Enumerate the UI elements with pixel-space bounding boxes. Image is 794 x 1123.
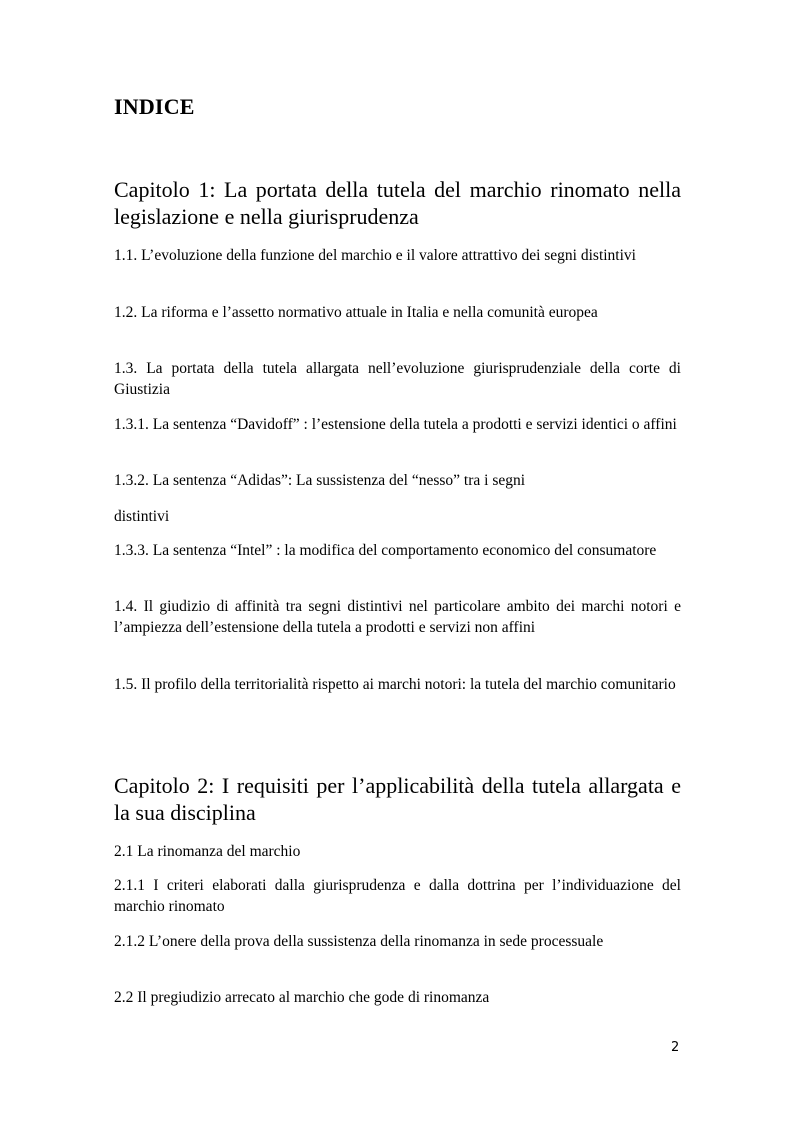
toc-entry: 1.4. Il giudizio di affinità tra segni distintivi nel particolare ambito dei marchi notori e l’ampiezza dell’estensione della tutela a prodotti e servizi non affini <box>114 598 681 636</box>
toc-entry: 1.3. La portata della tutela allargata nell’evoluzione giurisprudenziale della corte di Giustizia <box>114 360 681 398</box>
toc-entry-continuation: distintivi <box>114 508 170 525</box>
toc-entry: 2.1 La rinomanza del marchio <box>114 843 301 860</box>
toc-entry: 1.3.3. La sentenza “Intel” : la modifica del comportamento economico del consumatore <box>114 542 657 559</box>
toc-entry: 1.5. Il profilo della territorialità rispetto ai marchi notori: la tutela del marchio comunitario <box>114 676 676 693</box>
index-heading: INDICE <box>114 94 195 119</box>
page-number: 2 <box>671 1040 680 1055</box>
toc-entry: 1.3.2. La sentenza “Adidas”: La sussistenza del “nesso” tra i segni <box>114 472 526 489</box>
toc-entry: 1.2. La riforma e l’assetto normativo attuale in Italia e nella comunità europea <box>114 304 598 321</box>
chapter-2-title: Capitolo 2: I requisiti per l’applicabilità della tutela allargata e la sua disciplina <box>114 773 681 825</box>
toc-entry: 1.1. L’evoluzione della funzione del marchio e il valore attrattivo dei segni distintivi <box>114 247 636 264</box>
toc-entry: 2.2 Il pregiudizio arrecato al marchio che gode di rinomanza <box>114 989 490 1006</box>
toc-entry: 2.1.2 L’onere della prova della sussistenza della rinomanza in sede processuale <box>114 933 604 950</box>
toc-entry: 1.3.1. La sentenza “Davidoff” : l’estensione della tutela a prodotti e servizi identici o affini <box>114 416 677 433</box>
chapter-1-title: Capitolo 1: La portata della tutela del marchio rinomato nella legislazione e nella giurisprudenza <box>114 177 681 229</box>
toc-entry: 2.1.1 I criteri elaborati dalla giurisprudenza e dalla dottrina per l’individuazione del marchio rinomato <box>114 877 681 915</box>
